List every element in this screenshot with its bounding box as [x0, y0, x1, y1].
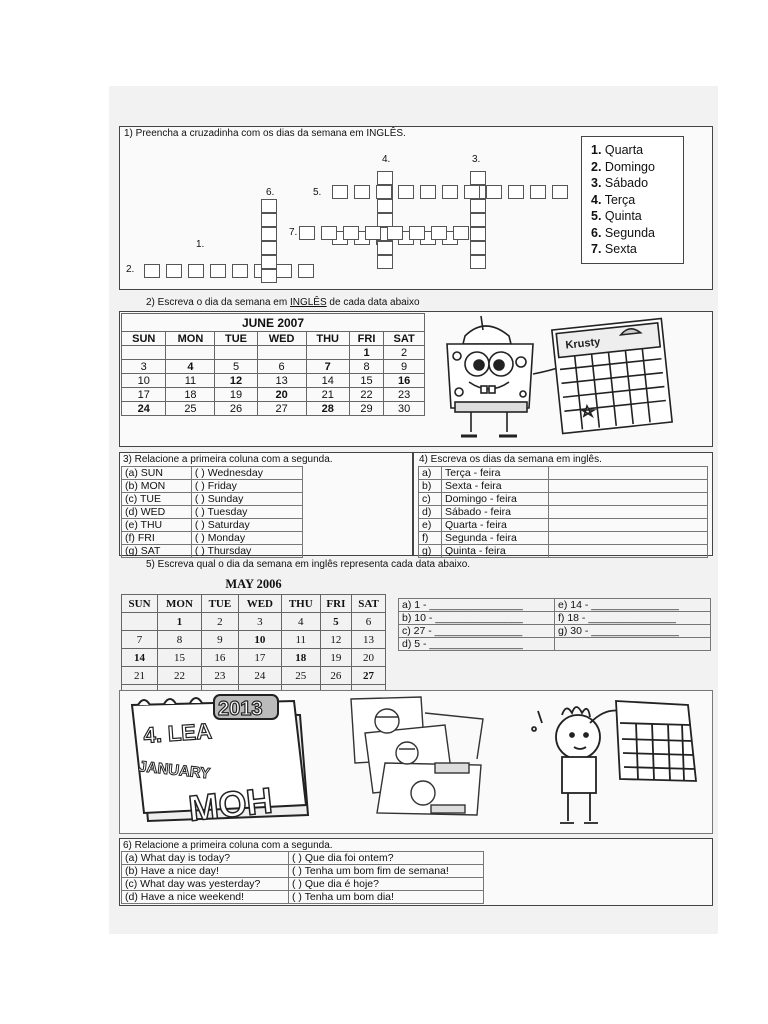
- crossword-section: [119, 126, 713, 290]
- right-item[interactable]: ( ) Tenha um bom dia!: [289, 891, 484, 904]
- calendar-day: 15: [158, 649, 202, 667]
- answer-row: [419, 519, 708, 532]
- calendar-day: 26: [215, 402, 257, 416]
- calendar-day: 7: [306, 360, 349, 374]
- calendar-day: 22: [158, 667, 202, 685]
- q2-instruction: 2) Escreva o dia da semana em INGLÊS de cada data abaixo: [146, 297, 420, 308]
- q3-instruction: 3) Relacione a primeira coluna com a segunda.: [123, 454, 333, 465]
- answer-row: [419, 532, 708, 545]
- answer-row: [399, 638, 711, 651]
- calendar-day: 14: [306, 374, 349, 388]
- calendar-day: 8: [158, 631, 202, 649]
- crossword-word-4-cell[interactable]: [377, 241, 393, 255]
- portuguese-day: Segunda - feira: [442, 532, 549, 545]
- calendar-day: [166, 346, 215, 360]
- crossword-word-6-cell[interactable]: [261, 269, 277, 283]
- portuguese-day: Quarta - feira: [442, 519, 549, 532]
- calendar-day: 28: [306, 402, 349, 416]
- calendar-week-row: [122, 667, 386, 685]
- row-letter: g): [419, 545, 442, 558]
- crossword-word-2-cell[interactable]: [166, 264, 182, 278]
- answer-blank[interactable]: [549, 519, 708, 532]
- calendar-day: [215, 346, 257, 360]
- calendar-day: 9: [201, 631, 238, 649]
- legend-item: 4. Terça: [591, 192, 636, 207]
- calendar-week-row: [122, 402, 425, 416]
- crossword-word-2-cell[interactable]: [276, 264, 292, 278]
- q6-matching-table: [121, 851, 484, 904]
- crossword-word-3-cell[interactable]: [470, 213, 486, 227]
- q4-answer-table: [418, 466, 708, 558]
- q3-matching-table: [121, 466, 303, 558]
- weekday-header: SUN: [122, 332, 166, 346]
- calendar-day: 18: [166, 388, 215, 402]
- clue-number-2: 2.: [126, 264, 135, 275]
- calendar-week-row: [122, 649, 386, 667]
- answer-blank[interactable]: [549, 506, 708, 519]
- right-item[interactable]: ( ) Sunday: [191, 493, 302, 506]
- answer-blank[interactable]: [549, 532, 708, 545]
- crossword-word-6-cell[interactable]: [261, 213, 277, 227]
- calendar-day: [306, 346, 349, 360]
- calendar-day: 4: [281, 613, 320, 631]
- calendar-day: 27: [257, 402, 306, 416]
- calendar-month-text: JANUARY: [137, 758, 211, 783]
- left-item: (a) What day is today?: [122, 852, 289, 865]
- q5-answer-table: [398, 598, 711, 651]
- calendar-day: 11: [281, 631, 320, 649]
- calendar-title: MAY 2006: [225, 577, 282, 591]
- answer-blank[interactable]: e) 14 - _______________: [555, 599, 711, 612]
- clue-number-5: 5.: [313, 187, 322, 198]
- weekday-header: SUN: [122, 595, 158, 613]
- calendar-day: 26: [320, 667, 351, 685]
- calendar-week-row: [122, 631, 386, 649]
- crossword-word-5-cell[interactable]: [464, 185, 480, 199]
- calendar-day: [122, 346, 166, 360]
- portuguese-day: Terça - feira: [442, 467, 549, 480]
- calendar-day: 20: [352, 649, 386, 667]
- right-item[interactable]: ( ) Thursday: [191, 545, 302, 558]
- crossword-word-5-cell[interactable]: [354, 185, 370, 199]
- answer-row: [419, 467, 708, 480]
- crossword-word-5-cell[interactable]: [332, 185, 348, 199]
- crossword-word-5-cell[interactable]: [420, 185, 436, 199]
- crossword-word-4-cell[interactable]: [377, 171, 393, 185]
- answer-blank[interactable]: [549, 493, 708, 506]
- matching-row: [122, 506, 303, 519]
- answer-blank[interactable]: g) 30 - _______________: [555, 625, 711, 638]
- calendar-day: 29: [349, 402, 383, 416]
- crossword-word-2-cell[interactable]: [144, 264, 160, 278]
- calendar-day: 10: [122, 374, 166, 388]
- calendar-day: 21: [306, 388, 349, 402]
- calendar-day: 25: [166, 402, 215, 416]
- calendar-year-text: 2013: [218, 698, 263, 720]
- calendar-day: 10: [238, 631, 281, 649]
- left-item: (b) Have a nice day!: [122, 865, 289, 878]
- answer-blank[interactable]: c) 27 - _______________: [399, 625, 555, 638]
- calendar-day: 3: [122, 360, 166, 374]
- calendar-day: 16: [384, 374, 425, 388]
- child-calendar-illustration: [520, 693, 708, 831]
- calendar-day: 6: [352, 613, 386, 631]
- crossword-word-6-cell[interactable]: [261, 255, 277, 269]
- row-letter: a): [419, 467, 442, 480]
- crossword-word-5-cell[interactable]: [376, 185, 392, 199]
- calendar-day: 25: [281, 667, 320, 685]
- crossword-word-4-cell[interactable]: [377, 213, 393, 227]
- calendar-day: 24: [238, 667, 281, 685]
- crossword-word-7-cell[interactable]: [321, 226, 337, 240]
- calendar-week-row: [122, 388, 425, 402]
- legend-item: 5. Quinta: [591, 209, 642, 223]
- calendar-weekday-text: MOH: [186, 779, 275, 829]
- calendar-day: 19: [215, 388, 257, 402]
- answer-row: [419, 506, 708, 519]
- clue-number-4: 4.: [382, 154, 391, 165]
- crossword-word-5-cell[interactable]: [552, 185, 568, 199]
- crossword-word-5-cell[interactable]: [398, 185, 414, 199]
- crossword-word-3-cell[interactable]: [470, 199, 486, 213]
- left-item: (f) FRI: [122, 532, 192, 545]
- matching-row: [122, 545, 303, 558]
- crossword-word-5-cell[interactable]: [442, 185, 458, 199]
- weekday-header: TUE: [201, 595, 238, 613]
- calendar-day: 18: [281, 649, 320, 667]
- calendar-day: 27: [352, 667, 386, 685]
- calendar-day: 22: [349, 388, 383, 402]
- calendar-week-row: [122, 613, 386, 631]
- crossword-word-3-cell[interactable]: [470, 171, 486, 185]
- weekday-header: FRI: [320, 595, 351, 613]
- calendar-day: 23: [201, 667, 238, 685]
- matching-row: [122, 878, 484, 891]
- crossword-clue-legend: [581, 136, 684, 264]
- calendar-day: 2: [384, 346, 425, 360]
- calendar-day: 16: [201, 649, 238, 667]
- left-item: (a) SUN: [122, 467, 192, 480]
- answer-blank[interactable]: f) 18 - _______________: [555, 612, 711, 625]
- weekday-header: SAT: [384, 332, 425, 346]
- left-item: (b) MON: [122, 480, 192, 493]
- weekday-header: FRI: [349, 332, 383, 346]
- right-item[interactable]: ( ) Friday: [191, 480, 302, 493]
- calendar-day: 11: [166, 374, 215, 388]
- legend-item: 7. Sexta: [591, 242, 637, 256]
- weekday-header: THU: [281, 595, 320, 613]
- kids-calendar-illustration: [335, 693, 511, 831]
- crossword-word-2-cell[interactable]: [298, 264, 314, 278]
- q6-instruction: 6) Relacione a primeira coluna com a segunda.: [123, 840, 333, 851]
- crossword-word-5-cell[interactable]: [530, 185, 546, 199]
- calendar-day: 19: [320, 649, 351, 667]
- crossword-word-7-cell[interactable]: [453, 226, 469, 240]
- calendar-day: 24: [122, 402, 166, 416]
- calendar-day: 7: [122, 631, 158, 649]
- legend-item: 6. Segunda: [591, 225, 655, 240]
- answer-blank[interactable]: [555, 638, 711, 651]
- right-item[interactable]: ( ) Saturday: [191, 519, 302, 532]
- crossword-instruction: 1) Preencha a cruzadinha com os dias da semana em INGLÊS.: [124, 128, 406, 139]
- matching-row: [122, 519, 303, 532]
- matching-row: [122, 891, 484, 904]
- crossword-word-7-cell[interactable]: [387, 226, 403, 240]
- portuguese-day: Domingo - feira: [442, 493, 549, 506]
- calendar-day: 1: [349, 346, 383, 360]
- calendar-day: 2: [201, 613, 238, 631]
- answer-blank[interactable]: d) 5 - ________________: [399, 638, 555, 651]
- calendar-day: [122, 613, 158, 631]
- clue-number-7: 7.: [289, 227, 298, 238]
- crossword-word-3-cell[interactable]: [470, 227, 486, 241]
- matching-row: [122, 532, 303, 545]
- svg-text:Krusty: Krusty: [564, 336, 601, 352]
- calendar-day: 5: [320, 613, 351, 631]
- calendar-day: 20: [257, 388, 306, 402]
- row-letter: d): [419, 506, 442, 519]
- calendar-day: 8: [349, 360, 383, 374]
- left-item: (d) Have a nice weekend!: [122, 891, 289, 904]
- calendar-day-text: 4. LEA: [142, 718, 213, 748]
- right-item[interactable]: ( ) Wednesday: [191, 467, 302, 480]
- weekday-header: SAT: [352, 595, 386, 613]
- calendar-week-row: [122, 374, 425, 388]
- calendar-day: 21: [122, 667, 158, 685]
- row-letter: b): [419, 480, 442, 493]
- legend-item: 3. Sábado: [591, 176, 649, 190]
- clue-number-1: 1.: [196, 239, 205, 250]
- answer-row: [399, 625, 711, 638]
- calendar-title: JUNE 2007: [122, 314, 425, 332]
- crossword-word-2-cell[interactable]: [188, 264, 204, 278]
- calendar-day: 3: [238, 613, 281, 631]
- right-item[interactable]: ( ) Monday: [191, 532, 302, 545]
- answer-row: [419, 480, 708, 493]
- left-item: (d) WED: [122, 506, 192, 519]
- answer-blank[interactable]: a) 1 - ________________: [399, 599, 555, 612]
- calendar-day: 17: [122, 388, 166, 402]
- matching-row: [122, 493, 303, 506]
- calendar-week-row: [122, 360, 425, 374]
- answer-blank[interactable]: [549, 467, 708, 480]
- calendar-day: [257, 346, 306, 360]
- weekday-header: WED: [257, 332, 306, 346]
- crossword-word-4-cell[interactable]: [377, 255, 393, 269]
- row-letter: c): [419, 493, 442, 506]
- calendar-day: 4: [166, 360, 215, 374]
- q4-instruction: 4) Escreva os dias da semana em inglês.: [419, 454, 602, 465]
- crossword-word-2-cell[interactable]: [210, 264, 226, 278]
- weekday-header: MON: [158, 595, 202, 613]
- crossword-word-6-cell[interactable]: [261, 227, 277, 241]
- matching-row: [122, 865, 484, 878]
- calendar-day: 9: [384, 360, 425, 374]
- calendar-day: 1: [158, 613, 202, 631]
- calendar-day: 13: [257, 374, 306, 388]
- calendar-day: 13: [352, 631, 386, 649]
- calendar-day: 30: [384, 402, 425, 416]
- crossword-word-6-cell[interactable]: [261, 241, 277, 255]
- calendar-day: 23: [384, 388, 425, 402]
- weekday-header: TUE: [215, 332, 257, 346]
- crossword-word-6-cell[interactable]: [261, 199, 277, 213]
- right-item[interactable]: ( ) Que dia é hoje?: [289, 878, 484, 891]
- portuguese-day: Sexta - feira: [442, 480, 549, 493]
- clue-number-3: 3.: [472, 154, 481, 165]
- right-item[interactable]: ( ) Tenha um bom fim de semana!: [289, 865, 484, 878]
- calendar-day: 5: [215, 360, 257, 374]
- left-item: (e) THU: [122, 519, 192, 532]
- calendar-day: 15: [349, 374, 383, 388]
- crossword-word-7-cell[interactable]: [365, 226, 381, 240]
- right-item[interactable]: ( ) Que dia foi ontem?: [289, 852, 484, 865]
- crossword-word-5-cell[interactable]: [486, 185, 502, 199]
- answer-row: [399, 599, 711, 612]
- answer-blank[interactable]: [549, 545, 708, 558]
- crossword-word-7-cell[interactable]: [343, 226, 359, 240]
- may-2006-calendar: [121, 575, 386, 703]
- weekday-header: THU: [306, 332, 349, 346]
- crossword-word-3-cell[interactable]: [470, 241, 486, 255]
- left-item: (c) TUE: [122, 493, 192, 506]
- calendar-day: 6: [257, 360, 306, 374]
- crossword-word-5-cell[interactable]: [508, 185, 524, 199]
- june-2007-calendar: [121, 313, 425, 416]
- crossword-word-7-cell[interactable]: [299, 226, 315, 240]
- crossword-word-4-cell[interactable]: [377, 199, 393, 213]
- matching-row: [122, 852, 484, 865]
- left-item: (c) What day was yesterday?: [122, 878, 289, 891]
- crossword-word-3-cell[interactable]: [470, 255, 486, 269]
- calendar-day: 12: [320, 631, 351, 649]
- answer-blank[interactable]: b) 10 - _______________: [399, 612, 555, 625]
- calendar-day: 12: [215, 374, 257, 388]
- answer-blank[interactable]: [549, 480, 708, 493]
- answer-row: [419, 493, 708, 506]
- row-letter: f): [419, 532, 442, 545]
- legend-item: 2. Domingo: [591, 159, 655, 174]
- q5-instruction: 5) Escreva qual o dia da semana em inglês representa cada data abaixo.: [146, 559, 471, 570]
- answer-row: [399, 612, 711, 625]
- matching-row: [122, 467, 303, 480]
- row-letter: e): [419, 519, 442, 532]
- weekday-header: MON: [166, 332, 215, 346]
- left-item: (g) SAT: [122, 545, 192, 558]
- spongebob-illustration: [437, 314, 705, 444]
- calendar-week-row: [122, 346, 425, 360]
- weekday-header: WED: [238, 595, 281, 613]
- legend-item: 1. Quarta: [591, 143, 644, 157]
- portuguese-day: Quinta - feira: [442, 545, 549, 558]
- calendar-day: 14: [122, 649, 158, 667]
- clue-number-6: 6.: [266, 187, 275, 198]
- crossword-word-7-cell[interactable]: [409, 226, 425, 240]
- portuguese-day: Sábado - feira: [442, 506, 549, 519]
- right-item[interactable]: ( ) Tuesday: [191, 506, 302, 519]
- matching-row: [122, 480, 303, 493]
- answer-row: [419, 545, 708, 558]
- calendar-page-illustration: [124, 693, 320, 831]
- crossword-word-2-cell[interactable]: [232, 264, 248, 278]
- calendar-day: 17: [238, 649, 281, 667]
- crossword-word-7-cell[interactable]: [431, 226, 447, 240]
